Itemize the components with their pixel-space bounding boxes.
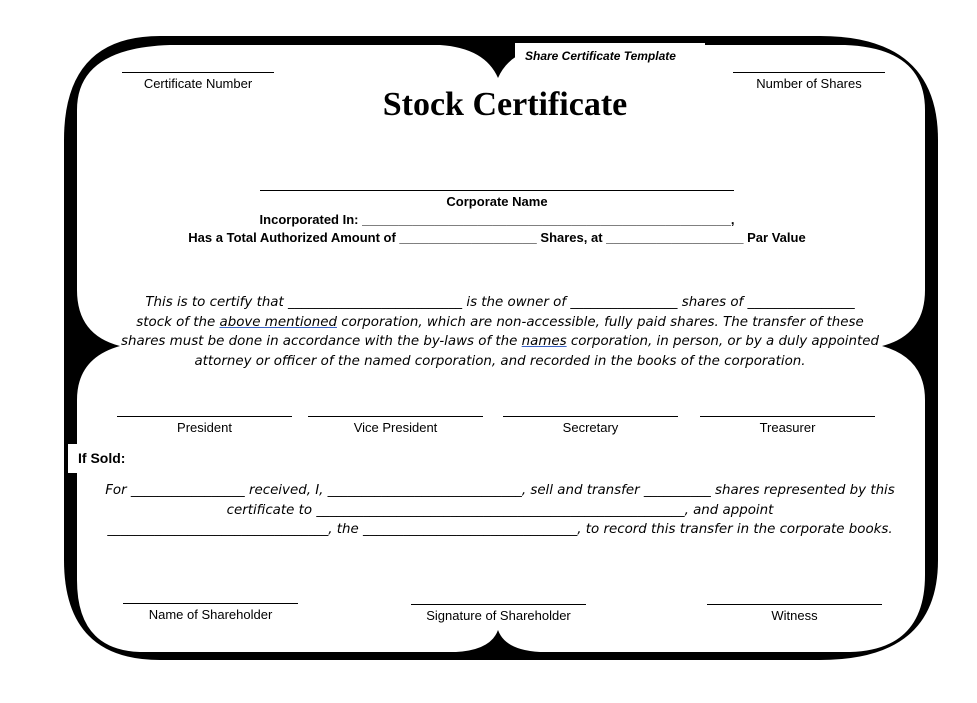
certify-line-3-underlined: names [521, 334, 567, 350]
shareholder-name-label: Name of Shareholder [148, 607, 273, 622]
number-of-shares-line [733, 72, 885, 73]
shareholder-name-line [123, 603, 298, 604]
certificate-number-line [122, 72, 274, 73]
corporate-name-label: Corporate Name [446, 194, 548, 209]
transfer-paragraph [90, 481, 910, 540]
certify-line-2-b: corporation, which are non-accessible, fully paid shares. The transfer of these [336, 314, 864, 330]
certify-line-3-b: corporation, in person, or by a duly appointed [566, 334, 879, 350]
shareholder-signature-label: Signature of Shareholder [426, 608, 571, 623]
corporate-name-line [260, 190, 734, 191]
certify-line-4: attorney or officer of the named corporation, and recorded in the books of the corporation. [194, 354, 806, 370]
certify-line-2 [90, 313, 910, 333]
treasurer-label: Treasurer [759, 420, 816, 435]
if-sold-heading: If Sold: [68, 444, 130, 473]
incorporated-in: Incorporated In: ___________________________________________________, [259, 212, 735, 227]
certify-line-2-underlined: above mentioned [219, 314, 337, 330]
transfer-line-1: For _________________ received, I, _____________________________, sell and transfer __________ shares represented by this [105, 483, 895, 498]
treasurer-line [700, 416, 875, 417]
certify-line-3 [90, 332, 910, 352]
witness-label: Witness [771, 608, 818, 623]
vice-president-label: Vice President [353, 420, 438, 435]
shareholder-signature-line [411, 604, 586, 605]
transfer-line-3: _________________________________, the ________________________________, to record this transfer in the corporate books. [107, 522, 893, 538]
certify-paragraph [90, 293, 910, 372]
template-tab: Share Certificate Template [515, 43, 705, 69]
number-of-shares-label: Number of Shares [756, 76, 862, 91]
secretary-label: Secretary [562, 420, 619, 435]
certify-line-2-a: stock of the [136, 314, 220, 330]
certify-line-3-a: shares must be done in accordance with the by-laws of the [121, 334, 522, 350]
authorized-amount: Has a Total Authorized Amount of ___________________ Shares, at ___________________ Par Value [188, 230, 806, 245]
witness-line [707, 604, 882, 605]
certificate-number-label: Certificate Number [143, 76, 253, 91]
vice-president-line [308, 416, 483, 417]
secretary-line [503, 416, 678, 417]
transfer-line-2: certificate to _______________________________________________________, and appoint [226, 502, 774, 518]
president-line [117, 416, 292, 417]
page-title: Stock Certificate [382, 86, 628, 123]
certify-line-1: This is to certify that __________________________ is the owner of ________________ shares of ________________ [145, 295, 855, 310]
president-label: President [177, 420, 232, 435]
